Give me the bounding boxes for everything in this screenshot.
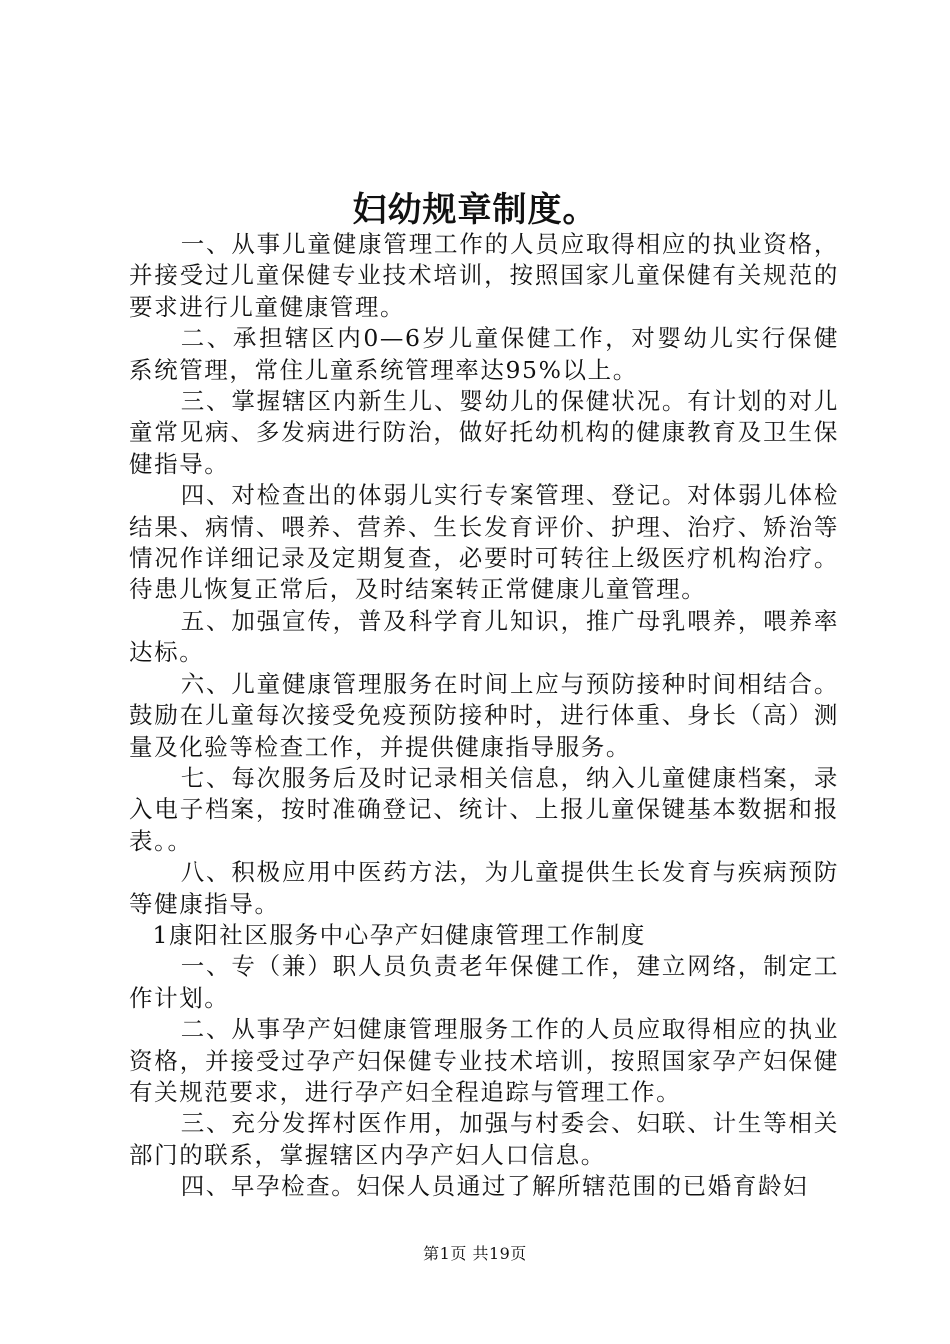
paragraph-12: 四、早孕检查。妇保人员通过了解所辖范围的已婚育龄妇 [180,1172,809,1201]
page-footer: 第1页 共19页 [423,1244,527,1263]
paragraph-4: 四、对检查出的体弱儿实行专案管理、登记。对体弱儿体检结果、病情、喂养、营养、生长发育评价、护理、治疗、矫治等情况作详细记录及定期复查，必要时可转往上级医疗机构治疗。待患儿恢复正常后，及时结案转正常健康儿童管理。 [129,481,839,604]
paragraph-8: 八、积极应用中医药方法，为儿童提供生长发育与疾病预防等健康指导。 [129,858,839,918]
paragraph-7: 七、每次服务后及时记录相关信息，纳入儿童健康档案，录入电子档案，按时准确登记、统计、上报儿童保键基本数据和报表。。 [129,763,839,855]
paragraph-9: 一、专（兼）职人员负责老年保健工作，建立网络，制定工作计划。 [129,952,839,1012]
paragraph-6: 六、儿童健康管理服务在时间上应与预防接种时间相结合。鼓励在儿童每次接受免疫预防接种时，进行体重、身长（高）测量及化验等检查工作，并提供健康指导服务。 [129,669,839,761]
document-body [129,229,839,1203]
paragraph-10: 二、从事孕产妇健康管理服务工作的人员应取得相应的执业资格，并接受过孕产妇保健专业技术培训，按照国家孕产妇保健有关规范要求，进行孕产妇全程追踪与管理工作。 [129,1015,839,1106]
paragraph-11: 三、充分发挥村医作用，加强与村委会、妇联、计生等相关部门的联系，掌握辖区内孕产妇人口信息。 [129,1109,839,1169]
paragraph-2: 二、承担辖区内0—6岁儿童保健工作，对婴幼儿实行保健系统管理，常住儿童系统管理率达95%以上。 [129,324,839,384]
section-heading: 1康阳社区服务中心孕产妇健康管理工作制度 [152,920,646,949]
paragraph-1: 一、从事儿童健康管理工作的人员应取得相应的执业资格，并接受过儿童保健专业技术培训，按照国家儿童保健有关规范的要求进行儿童健康管理。 [129,230,839,321]
paragraph-5: 五、加强宣传，普及科学育儿知识，推广母乳喂养，喂养率达标。 [129,606,839,667]
paragraph-3: 三、掌握辖区内新生儿、婴幼儿的保健状况。有计划的对儿童常见病、多发病进行防治，做好托幼机构的健康教育及卫生保健指导。 [129,387,839,478]
document-title: 妇幼规章制度。 [352,190,598,230]
